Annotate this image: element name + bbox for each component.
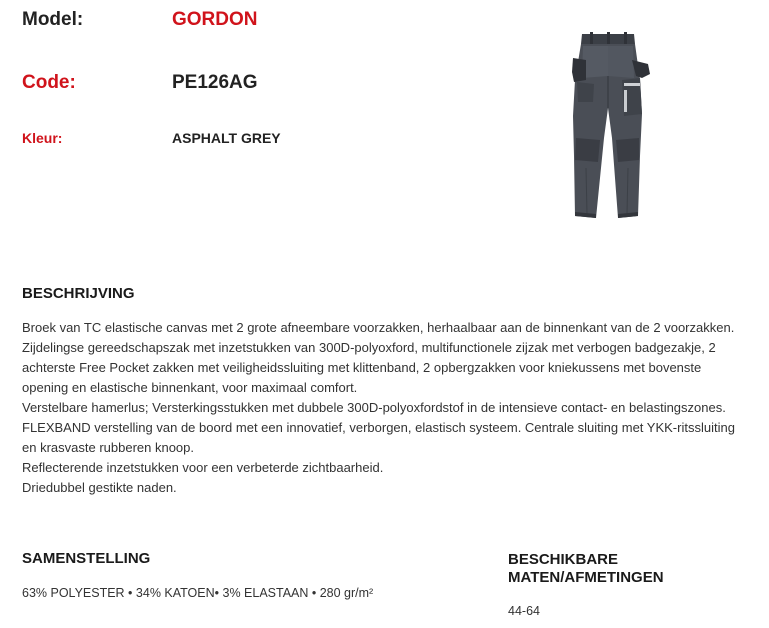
description-paragraph: Broek van TC elastische canvas met 2 grote afneembare voorzakken, herhaalbaar aan de binnenkant van de 2 voorzakken. Zijdelingse gereedschapszak met inzetstukken van 300D-polyoxford, multifunctionele zijzak met verbogen badgezakje, 2 achterste Free Pocket zakken met veiligheidssluiting met klittenband, 2 opbergzakken voor kniekussens met bovenste opening en elastische binnenkant, voor maximaal comfort. [22, 320, 735, 395]
description-paragraph: Verstelbare hamerlus; Versterkingsstukken met dubbele 300D-polyoxfordstof in de intensieve contact- en belastingszones. [22, 400, 726, 415]
description-heading: BESCHRIJVING [22, 285, 135, 302]
sizes-value: 44-64 [508, 604, 540, 618]
description-paragraph: FLEXBAND verstelling van de boord met een innovatief, verborgen, elastisch systeem. Centrale sluiting met YKK-ritssluiting en krasvaste rubberen knoop. [22, 420, 735, 455]
composition-heading: SAMENSTELLING [22, 550, 151, 567]
code-label: Code: [22, 72, 76, 93]
model-label: Model: [22, 9, 84, 30]
model-value: GORDON [172, 9, 258, 30]
code-value: PE126AG [172, 72, 258, 93]
description-body [22, 318, 744, 498]
description-paragraph: Reflecterende inzetstukken voor een verbeterde zichtbaarheid. [22, 460, 384, 475]
description-paragraph: Driedubbel gestikte naden. [22, 480, 177, 495]
color-value: ASPHALT GREY [172, 130, 281, 146]
sizes-heading: BESCHIKBARE MATEN/AFMETINGEN [508, 551, 664, 586]
composition-value: 63% POLYESTER • 34% KATOEN• 3% ELASTAAN • 280 gr/m² [22, 586, 374, 600]
product-image [560, 28, 660, 228]
color-label: Kleur: [22, 130, 63, 146]
